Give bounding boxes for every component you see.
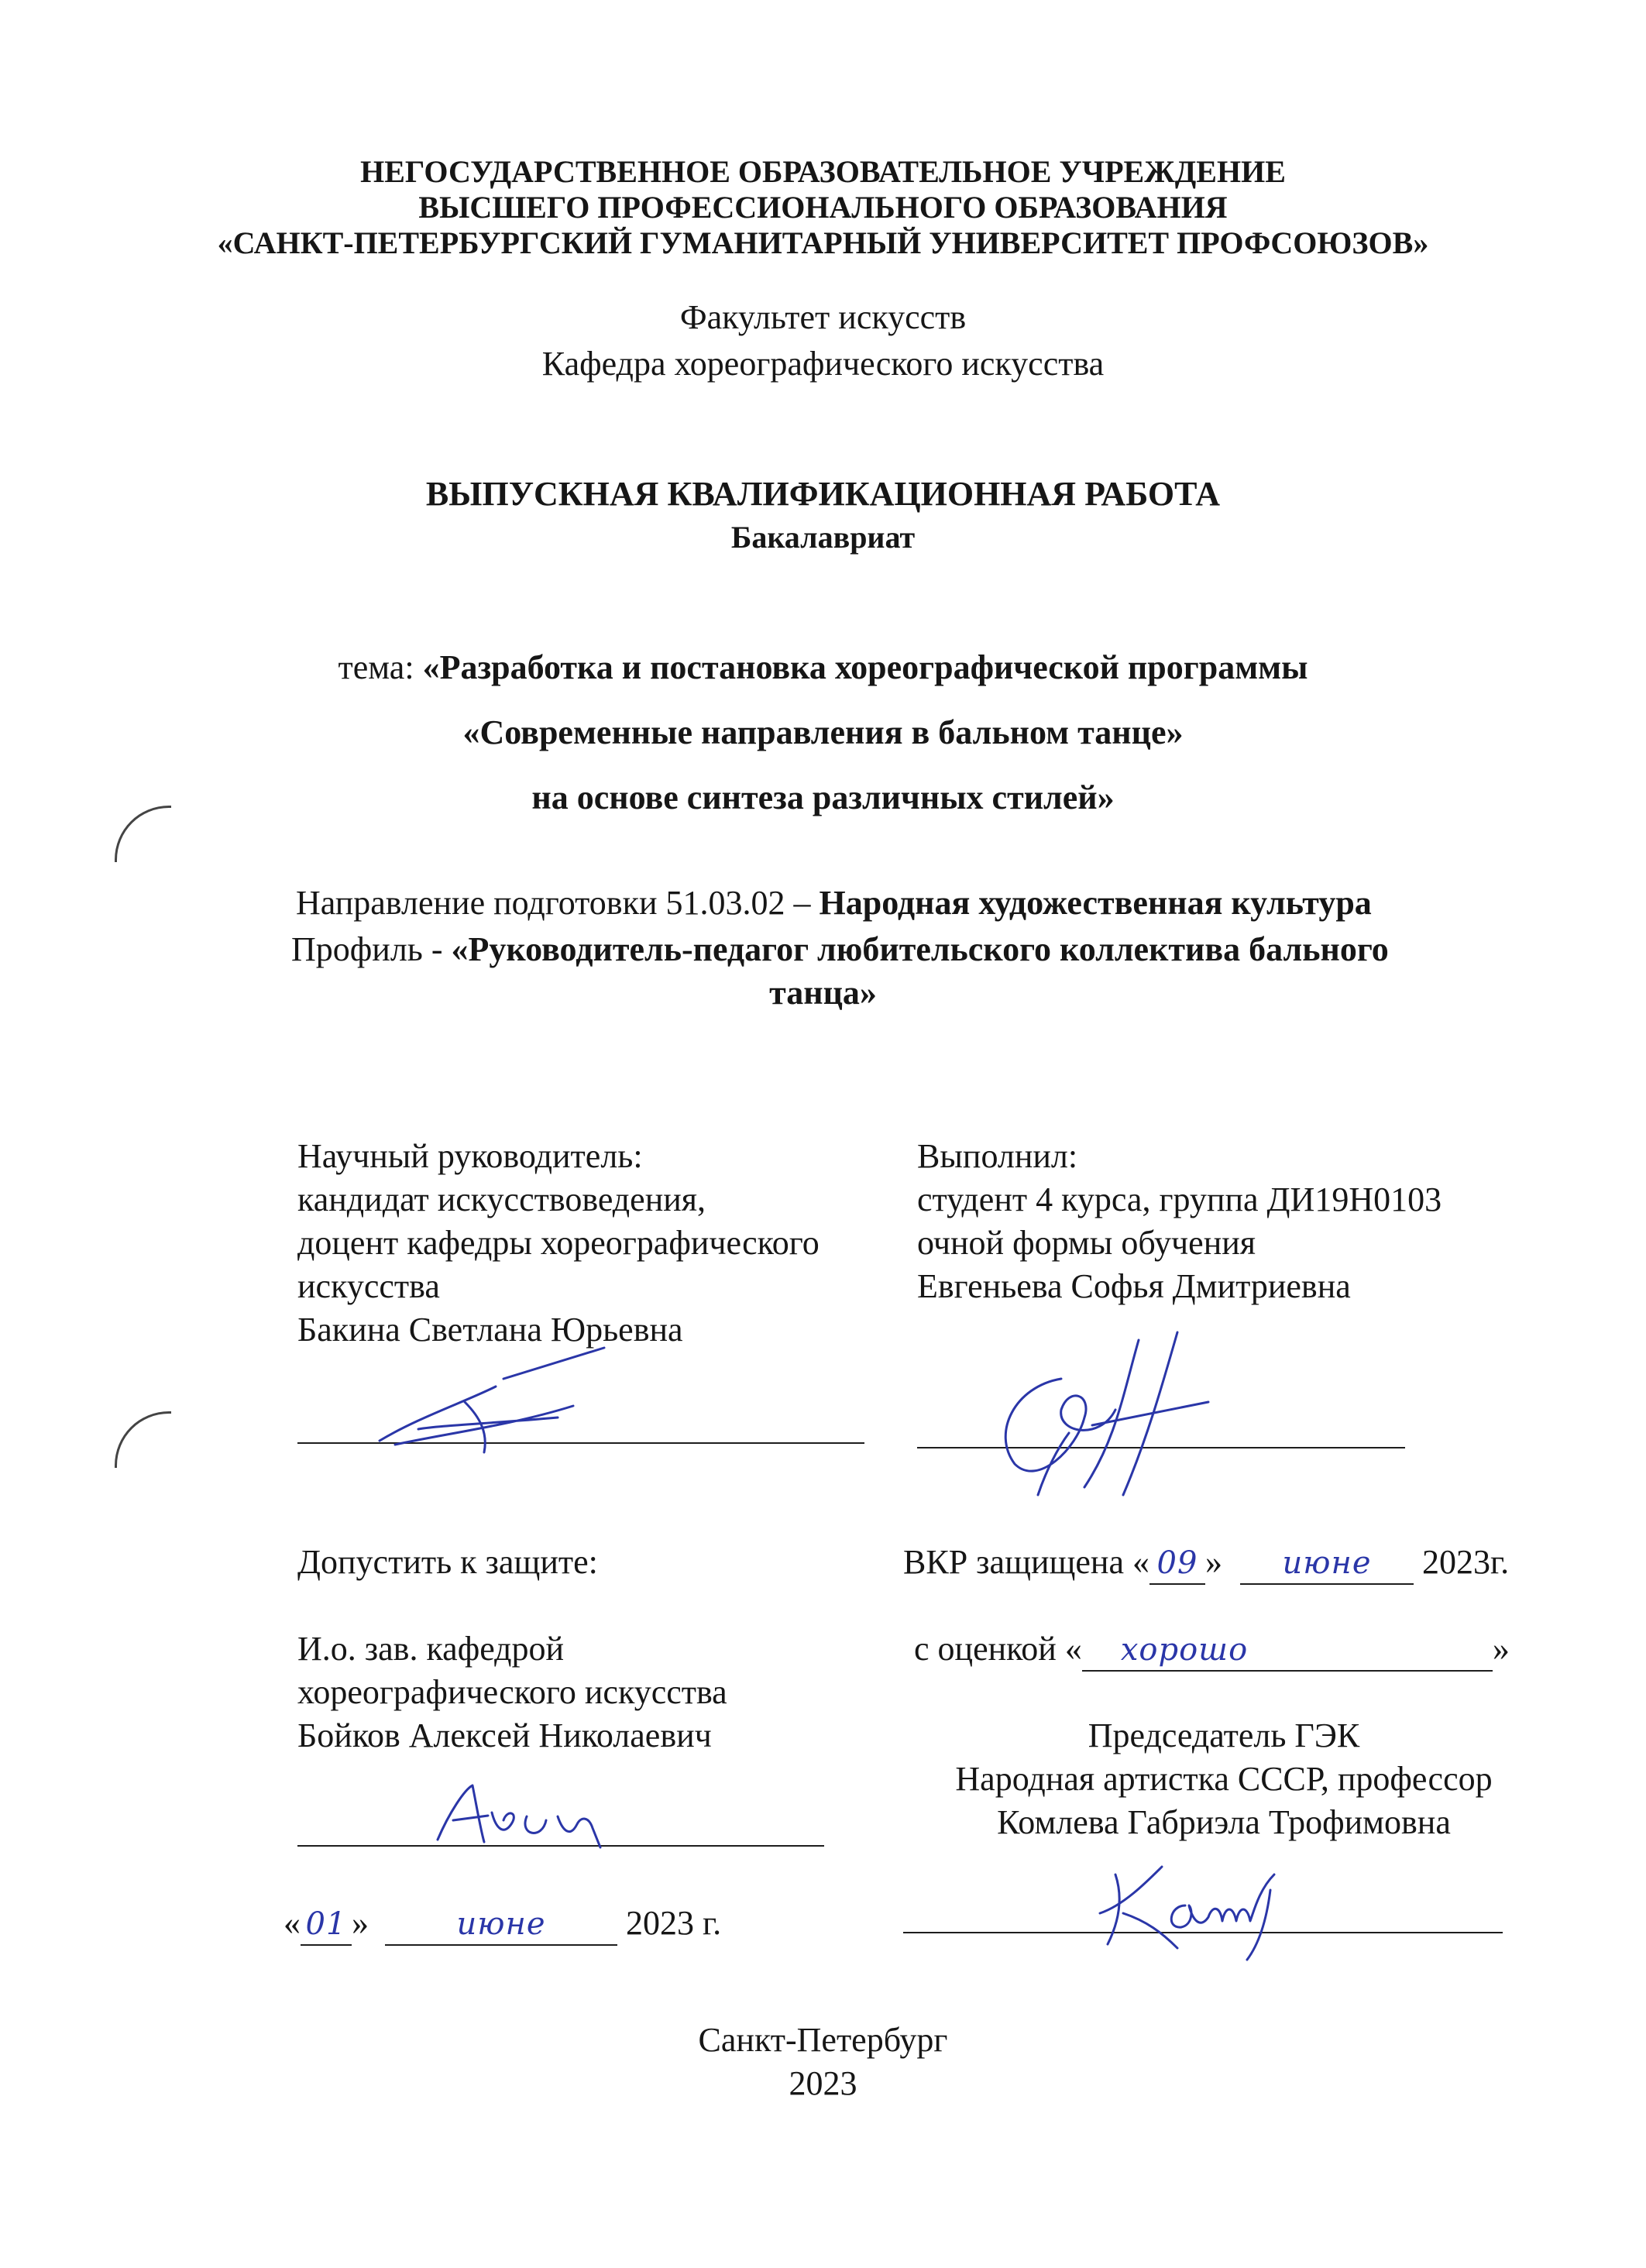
author-signature xyxy=(984,1332,1232,1503)
defense-prefix: ВКР защищена « xyxy=(903,1543,1149,1581)
admission-department: хореографического искусства xyxy=(297,1673,727,1711)
institution-line-1: НЕГОСУДАРСТВЕННОЕ ОБРАЗОВАТЕЛЬНОЕ УЧРЕЖДЕНИЕ xyxy=(360,154,1286,189)
author-study-form: очной формы обучения xyxy=(917,1224,1256,1262)
footer-year: 2023 xyxy=(789,2064,857,2102)
direction-value: Народная художественная культура xyxy=(819,884,1372,922)
defense-month: июне xyxy=(1282,1545,1372,1581)
supervisor-signature xyxy=(372,1371,604,1464)
supervisor-position-cont: искусства xyxy=(297,1267,440,1305)
admission-date-month-field xyxy=(385,1902,617,1946)
author-name: Евгеньева Софья Дмитриевна xyxy=(917,1267,1351,1305)
admission-date-year: 2023 г. xyxy=(626,1904,722,1942)
grade-value: хорошо xyxy=(1120,1632,1249,1668)
chair-signature xyxy=(1092,1859,1294,1960)
faculty: Факультет искусств xyxy=(679,298,967,336)
topic-title-part-1: «Разработка и постановка хореографической программы xyxy=(422,648,1308,686)
work-type-title: ВЫПУСКНАЯ КВАЛИФИКАЦИОННАЯ РАБОТА xyxy=(425,475,1221,513)
chair-name: Комлева Габриэла Трофимовна xyxy=(997,1803,1451,1841)
defense-day-field xyxy=(1149,1541,1205,1585)
profile-value-line-2: танца» xyxy=(769,974,877,1012)
admission-heading: Допустить к защите: xyxy=(297,1543,598,1581)
institution-line-3: «САНКТ-ПЕТЕРБУРГСКИЙ ГУМАНИТАРНЫЙ УНИВЕРСИТЕТ ПРОФСОЮЗОВ» xyxy=(217,225,1429,260)
profile-value-line-1: «Руководитель-педагог любительского коллектива бального xyxy=(451,930,1389,968)
defense-month-field xyxy=(1240,1541,1414,1585)
defense-day: 09 xyxy=(1156,1545,1198,1581)
institution-line-2: ВЫСШЕГО ПРОФЕССИОНАЛЬНОГО ОБРАЗОВАНИЯ xyxy=(418,190,1228,225)
footer-city: Санкт-Петербург xyxy=(698,2021,948,2059)
admission-date-open: « xyxy=(283,1904,301,1942)
admission-head-name: Бойков Алексей Николаевич xyxy=(297,1716,712,1754)
admission-date-close: » xyxy=(352,1904,369,1942)
department: Кафедра хореографического искусства xyxy=(541,345,1105,383)
grade-close: » xyxy=(1492,1630,1510,1668)
author-heading: Выполнил: xyxy=(917,1137,1078,1175)
author-course-group: студент 4 курса, группа ДИ19Н0103 xyxy=(917,1180,1442,1218)
admission-date xyxy=(283,1902,721,1946)
supervisor-degree: кандидат искусствоведения, xyxy=(297,1180,706,1218)
admission-position: И.о. зав. кафедрой xyxy=(297,1630,565,1668)
direction xyxy=(296,883,1372,923)
topic-prefix: тема: xyxy=(338,648,423,686)
topic-line-2: «Современные направления в бальном танце» xyxy=(462,713,1184,751)
admission-date-day-field xyxy=(301,1902,352,1946)
grade-prefix: с оценкой « xyxy=(914,1630,1082,1668)
defense-year: 2023г. xyxy=(1422,1543,1510,1581)
profile-label: Профиль - xyxy=(291,930,452,968)
supervisor-heading: Научный руководитель: xyxy=(297,1137,643,1175)
topic-line-1 xyxy=(0,648,1646,688)
defense-close: » xyxy=(1205,1543,1222,1581)
admission-date-month: июне xyxy=(456,1906,546,1942)
punch-hole-lower xyxy=(115,1411,171,1468)
admission-date-day: 01 xyxy=(305,1906,347,1942)
defense-line xyxy=(903,1541,1509,1585)
supervisor-name: Бакина Светлана Юрьевна xyxy=(297,1311,683,1349)
chair-title: Председатель ГЭК xyxy=(1088,1716,1360,1754)
chair-credentials: Народная артистка СССР, профессор xyxy=(955,1760,1493,1798)
grade-field xyxy=(1082,1628,1493,1672)
degree: Бакалавриат xyxy=(730,520,916,555)
topic-line-3: на основе синтеза различных стилей» xyxy=(531,778,1115,816)
direction-label: Направление подготовки 51.03.02 – xyxy=(296,884,820,922)
admission-signature xyxy=(434,1782,612,1851)
profile xyxy=(291,930,1389,970)
grade-line xyxy=(914,1628,1510,1672)
supervisor-position: доцент кафедры хореографического xyxy=(297,1224,820,1262)
